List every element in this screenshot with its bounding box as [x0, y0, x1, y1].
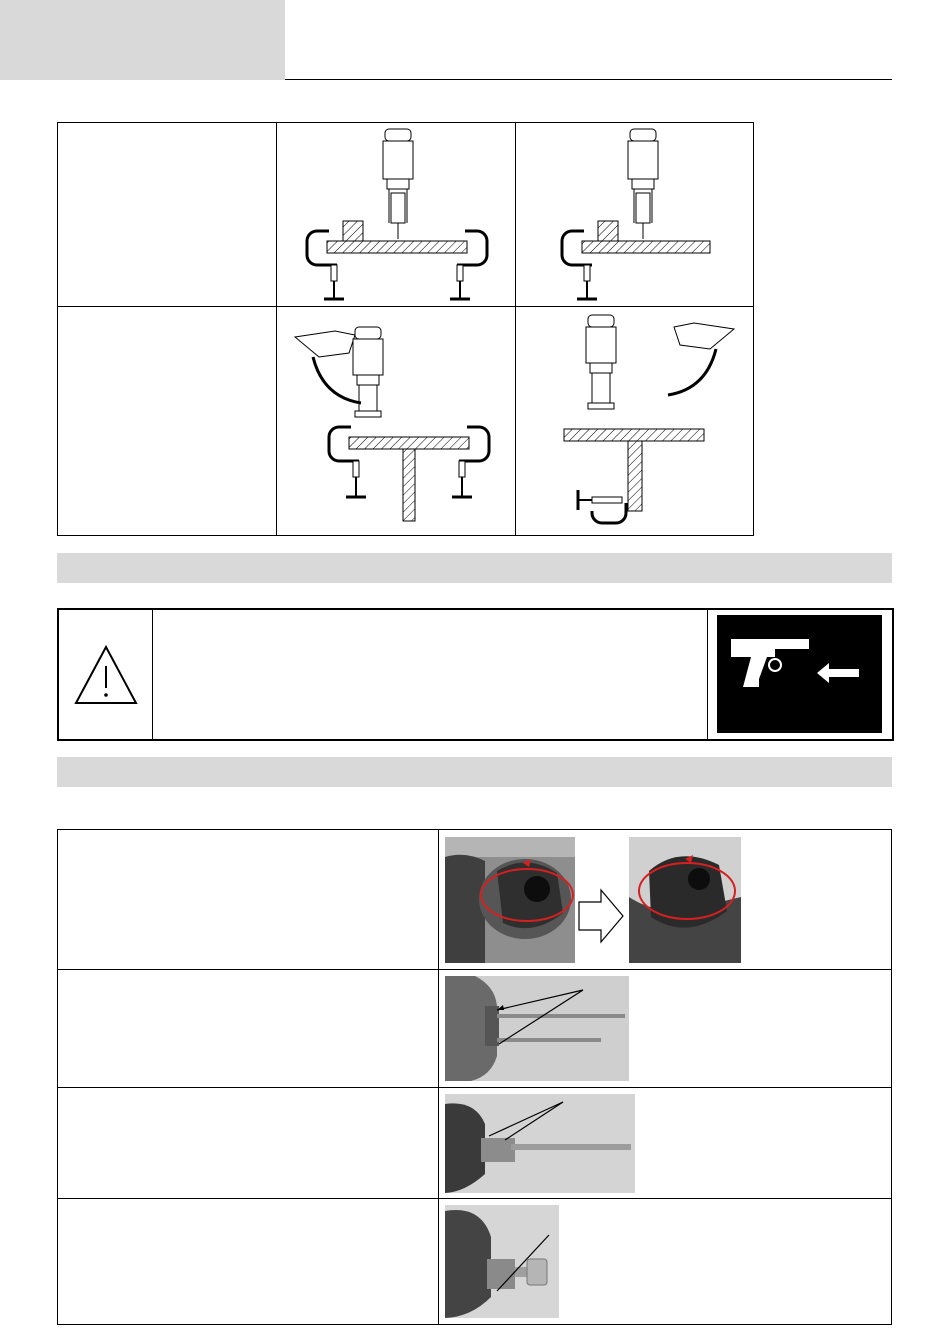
collar-photo — [445, 1094, 635, 1193]
handle-tee-beam-drill-fig — [277, 307, 515, 535]
divider — [152, 610, 153, 739]
mounting-row-1-label — [58, 123, 276, 306]
step-text — [58, 1088, 438, 1198]
section-bar — [57, 757, 892, 787]
steps-table — [57, 829, 892, 1325]
mounting-row-2-label — [58, 307, 276, 535]
knob-before-photo — [445, 837, 575, 963]
c-clamp-beam-drill-fig — [277, 123, 515, 306]
step-text — [58, 830, 438, 969]
step-text — [58, 1199, 438, 1324]
warning-text — [159, 620, 699, 730]
warning-box — [57, 608, 894, 741]
knob-after-photo — [629, 837, 741, 963]
divider — [707, 610, 708, 739]
warning-triangle-icon — [73, 644, 139, 706]
section-bar — [57, 553, 892, 583]
c-clamp-plate-drill-fig — [516, 123, 754, 306]
header-tab — [0, 0, 285, 80]
header-rule — [285, 79, 892, 80]
rods-photo — [445, 976, 629, 1081]
nut-photo — [445, 1205, 559, 1318]
mounting-table — [57, 122, 754, 536]
right-arrow-icon — [577, 888, 627, 944]
step-text — [58, 970, 438, 1087]
divider — [438, 830, 439, 1324]
handle-tee-beam-underclamp-fig — [516, 307, 754, 535]
drill-arrow-icon — [717, 615, 882, 733]
